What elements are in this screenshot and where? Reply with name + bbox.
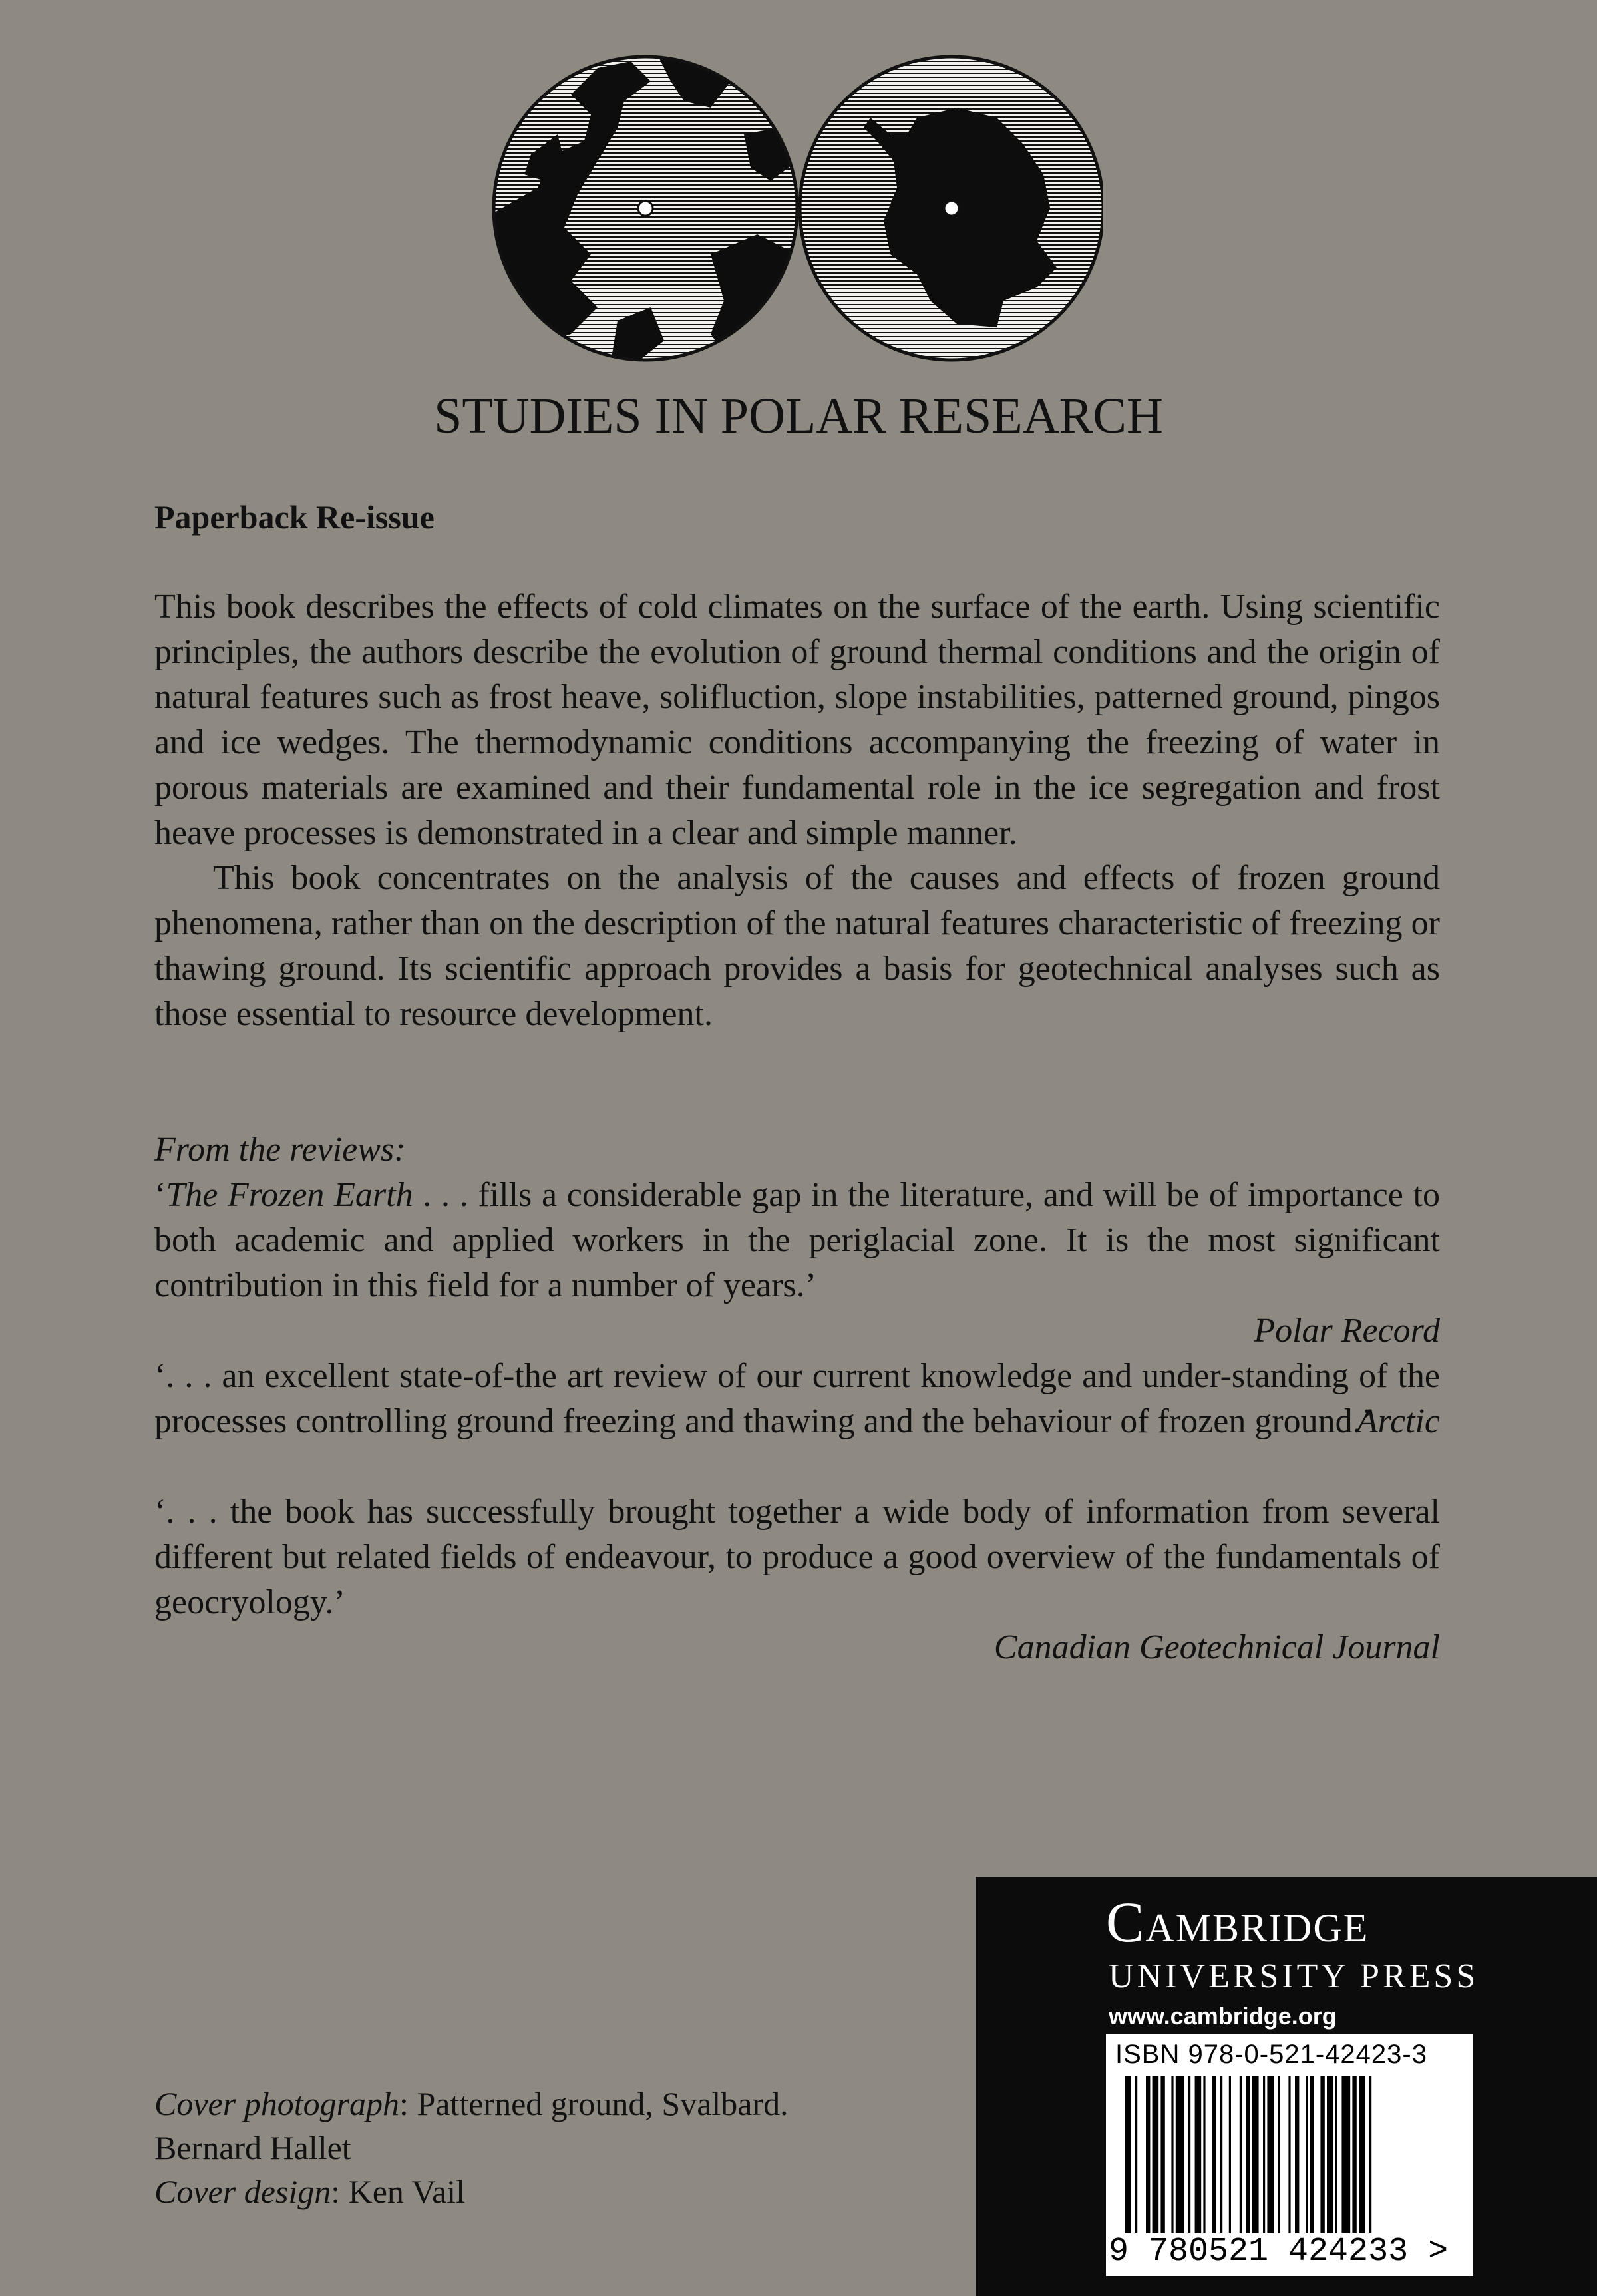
ean-digits: 9 780521 424233 > [1109, 2233, 1449, 2271]
barcode-bar [1203, 2076, 1205, 2233]
photographer-name: Bernard Hallet [154, 2129, 351, 2166]
barcode-bar [1306, 2076, 1308, 2233]
barcode-bar [1352, 2076, 1356, 2233]
barcode-bar [1310, 2076, 1314, 2233]
barcode-bar [1341, 2076, 1350, 2233]
description-paragraph: This book concentrates on the analysis of the causes and effects of frozen ground phenomena, rather than on the description of the natural features characteristic of freezing or thawing ground. Its scientific approach provides a basis for geotechnical analyses such as those essential to resource development. [154, 859, 1440, 1033]
publisher-name: Cambridge [1106, 1890, 1369, 1954]
barcode-bar [1267, 2076, 1274, 2233]
barcode-bar [1220, 2076, 1222, 2233]
barcode-bar [1335, 2076, 1337, 2233]
barcode [1106, 2034, 1473, 2276]
review-quote: ‘. . . an excellent state-of-the art review of our current knowledge and under-standing of the processes controlling ground freezing and thawing and the behaviour of frozen ground.’ [154, 1357, 1440, 1440]
barcode-bar [1171, 2076, 1173, 2233]
photo-credit-label: Cover photograph [154, 2085, 400, 2122]
review-source: Canadian Geotechnical Journal [993, 1628, 1440, 1666]
barcode-bar [1125, 2076, 1131, 2233]
review-source: Polar Record [1254, 1312, 1440, 1350]
reviews-section [154, 1127, 1440, 1670]
cover-credits [154, 2082, 789, 2213]
isbn-label: ISBN 978-0-521-42423-3 [1115, 2040, 1427, 2069]
barcode-bar [1246, 2076, 1250, 2233]
barcode-bar [1263, 2076, 1265, 2233]
barcode-bar [1295, 2076, 1299, 2233]
barcode-bar [1327, 2076, 1333, 2233]
barcode-bar [1212, 2076, 1216, 2233]
antarctic-globe-icon [800, 57, 1103, 360]
design-credit-text: : Ken Vail [331, 2173, 466, 2210]
photo-credit-text: : Patterned ground, Svalbard. [399, 2085, 789, 2122]
barcode-bar [1359, 2076, 1365, 2233]
quote-open-mark: ‘ [154, 1176, 166, 1214]
barcode-bar [1252, 2076, 1259, 2233]
review-quote [154, 1173, 1440, 1308]
barcode-bar [1288, 2076, 1290, 2233]
book-description [154, 584, 1440, 1037]
barcode-bar [1135, 2076, 1137, 2233]
publisher-block [976, 1877, 1597, 2296]
publisher-press: UNIVERSITY PRESS [1109, 1957, 1479, 1995]
book-title: The Frozen Earth [166, 1176, 413, 1214]
publisher-url: www.cambridge.org [1109, 2003, 1337, 2030]
series-title: STUDIES IN POLAR RESEARCH [434, 388, 1163, 444]
barcode-bar [1320, 2076, 1324, 2233]
barcode-bar [1188, 2076, 1190, 2233]
barcode-bars-icon [1125, 2076, 1457, 2233]
review-quote: ‘. . . the book has successfully brought together a wide body of information from several different but related fields of endeavour, to produce a good overview of the fundamentals of geocryology.’ [154, 1493, 1440, 1621]
design-credit-label: Cover design [154, 2173, 331, 2210]
review-source: Arctic [1356, 1402, 1440, 1440]
quote-text: . . . fills a considerable gap in the literature, and will be of importance to both academic and applied workers in the periglacial zone. It is the most significant contribution in this field for a number of years.’ [154, 1176, 1440, 1304]
barcode-bar [1195, 2076, 1202, 2233]
barcode-bar [1240, 2076, 1242, 2233]
barcode-bar [1369, 2076, 1371, 2233]
description-paragraph: This book describes the effects of cold climates on the surface of the earth. Using scientific principles, the authors describe the evolution of ground thermal conditions and the origin of natural features such as frost heave, solifluction, slope instabilities, patterned ground, pingos and ice wedges. The thermodynamic conditions accompanying the freezing of water in porous materials are examined and their fundamental role in the ice segregation and frost heave processes is demonstrated in a clear and simple manner. [154, 588, 1440, 852]
reissue-label: Paperback Re-issue [154, 498, 435, 536]
polar-globes-emblem [491, 55, 1103, 362]
photo-credit [154, 2082, 789, 2126]
barcode-bar [1278, 2076, 1280, 2233]
barcode-bar [1176, 2076, 1184, 2233]
barcode-bar [1229, 2076, 1231, 2233]
barcode-bar [1146, 2076, 1150, 2233]
arctic-globe-icon [491, 55, 797, 362]
reviews-header: From the reviews: [154, 1131, 406, 1169]
barcode-bar [1160, 2076, 1164, 2233]
design-credit [154, 2170, 789, 2213]
barcode-bar [1153, 2076, 1159, 2233]
